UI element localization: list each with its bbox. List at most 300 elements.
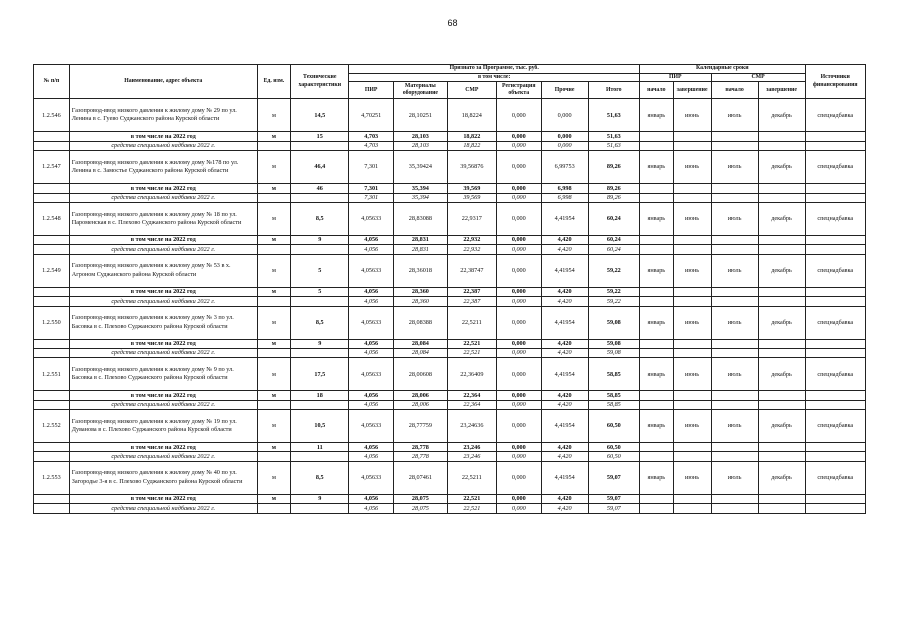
row-total: 89,26: [588, 151, 639, 184]
subtotal-empty: [805, 494, 866, 503]
spec-blank: [34, 193, 70, 202]
row-tech: 8,5: [291, 461, 349, 494]
spec-empty: [257, 245, 291, 254]
subtotal-reg: 0,000: [496, 494, 541, 503]
row-unit: м: [257, 306, 291, 339]
row-smr-start: июль: [711, 358, 758, 391]
spec-empty: [640, 400, 674, 409]
row-name: Газопровод-ввод низкого давления к жилому дому № 19 по ул. Дуванова в с. Плехово Суджанского района Курской области: [69, 410, 257, 443]
row-smr-start: июль: [711, 151, 758, 184]
subtotal-label: в том числе на 2022 год: [69, 443, 257, 452]
subtotal-reg: 0,000: [496, 287, 541, 296]
table-row: [34, 306, 866, 339]
row-no: 1.2.550: [34, 306, 70, 339]
subtotal-empty: [673, 494, 711, 503]
row-tech: 5: [291, 254, 349, 287]
spec-empty: [805, 297, 866, 306]
spec-total: 89,26: [588, 193, 639, 202]
spec-label: средства специальной надбавки 2022 г.: [69, 504, 257, 513]
subtotal-other: 0,000: [541, 132, 588, 141]
subtotal-unit: м: [257, 132, 291, 141]
spec-other: 0,000: [541, 141, 588, 150]
subtotal-blank: [34, 184, 70, 193]
special-funds-row: [34, 245, 866, 254]
row-pir-start: январь: [640, 461, 674, 494]
row-materials: 28,36018: [394, 254, 448, 287]
spec-empty: [711, 245, 758, 254]
row-smr: 39,56876: [447, 151, 496, 184]
row-smr-start: июль: [711, 99, 758, 132]
header-incl: в том числе:: [349, 74, 640, 82]
row-smr-end: декабрь: [758, 151, 805, 184]
subtotal-empty: [711, 443, 758, 452]
subtotal-empty: [711, 287, 758, 296]
row-materials: 28,77759: [394, 410, 448, 443]
header-source: Источники финансирования: [805, 65, 866, 99]
subtotal-reg: 0,000: [496, 132, 541, 141]
spec-empty: [805, 193, 866, 202]
subtotal-pir: 4,056: [349, 235, 394, 244]
subtotal-smr: 22,521: [447, 494, 496, 503]
spec-total: 59,08: [588, 348, 639, 357]
row-source: спецнадбавка: [805, 202, 866, 235]
subtotal-blank: [34, 443, 70, 452]
table-header: [34, 65, 866, 99]
header-unit: Ед. изм.: [257, 65, 291, 99]
subtotal-empty: [758, 235, 805, 244]
subtotal-tech: 46: [291, 184, 349, 193]
spec-pir: 4,056: [349, 400, 394, 409]
spec-blank: [34, 400, 70, 409]
subtotal-total: 89,26: [588, 184, 639, 193]
row-total: 60,24: [588, 202, 639, 235]
header-materials: Материалы оборудование: [394, 82, 448, 99]
subtotal-total: 58,85: [588, 391, 639, 400]
spec-total: 51,63: [588, 141, 639, 150]
row-tech: 17,5: [291, 358, 349, 391]
subtotal-mat: 28,103: [394, 132, 448, 141]
header-calendar: Календарные сроки: [640, 65, 805, 74]
spec-label: средства специальной надбавки 2022 г.: [69, 141, 257, 150]
spec-empty: [257, 193, 291, 202]
subtotal-total: 59,08: [588, 339, 639, 348]
row-smr-start: июль: [711, 202, 758, 235]
row-other: 6,99753: [541, 151, 588, 184]
subtotal-row: [34, 443, 866, 452]
subtotal-row: [34, 391, 866, 400]
subtotal-smr: 18,822: [447, 132, 496, 141]
spec-empty: [711, 400, 758, 409]
row-other: 0,000: [541, 99, 588, 132]
spec-empty: [805, 452, 866, 461]
header-tech: Технические характеристики: [291, 65, 349, 99]
row-source: спецнадбавка: [805, 306, 866, 339]
row-smr: 22,38747: [447, 254, 496, 287]
subtotal-label: в том числе на 2022 год: [69, 287, 257, 296]
spec-blank: [34, 452, 70, 461]
subtotal-tech: 18: [291, 391, 349, 400]
subtotal-empty: [640, 339, 674, 348]
row-name: Газопровод-ввод низкого давления к жилому дому № 9 по ул. Басовка в с. Плехово Суджанского района Курской области: [69, 358, 257, 391]
row-reg: 0,000: [496, 99, 541, 132]
spec-empty: [805, 245, 866, 254]
subtotal-empty: [640, 494, 674, 503]
spec-pir: 4,056: [349, 348, 394, 357]
row-unit: м: [257, 461, 291, 494]
spec-smr: 22,521: [447, 504, 496, 513]
subtotal-empty: [640, 443, 674, 452]
spec-blank: [34, 348, 70, 357]
row-name: Газопровод-ввод низкого давления к жилому дому №178 по ул. Ленина в с. Замостье Суджанского района Курской области: [69, 151, 257, 184]
row-pir-start: январь: [640, 151, 674, 184]
subtotal-label: в том числе на 2022 год: [69, 132, 257, 141]
subtotal-empty: [673, 339, 711, 348]
subtotal-mat: 28,831: [394, 235, 448, 244]
subtotal-empty: [758, 391, 805, 400]
spec-empty: [805, 400, 866, 409]
subtotal-blank: [34, 287, 70, 296]
subtotal-empty: [640, 391, 674, 400]
subtotal-pir: 4,703: [349, 132, 394, 141]
subtotal-pir: 4,056: [349, 443, 394, 452]
subtotal-empty: [758, 443, 805, 452]
row-source: спецнадбавка: [805, 151, 866, 184]
spec-pir: 4,056: [349, 245, 394, 254]
row-name: Газопровод-ввод низкого давления к жилому дому № 40 по ул. Загородье 3-я в с. Плехово Суджанского района Курской области: [69, 461, 257, 494]
subtotal-blank: [34, 132, 70, 141]
spec-pir: 4,056: [349, 297, 394, 306]
spec-empty: [711, 348, 758, 357]
spec-empty: [673, 400, 711, 409]
spec-empty: [805, 504, 866, 513]
subtotal-blank: [34, 235, 70, 244]
subtotal-empty: [673, 235, 711, 244]
row-tech: 8,5: [291, 202, 349, 235]
subtotal-empty: [711, 132, 758, 141]
row-smr: 22,36409: [447, 358, 496, 391]
row-smr-end: декабрь: [758, 254, 805, 287]
spec-label: средства специальной надбавки 2022 г.: [69, 193, 257, 202]
spec-smr: 22,364: [447, 400, 496, 409]
spec-total: 59,22: [588, 297, 639, 306]
row-no: 1.2.552: [34, 410, 70, 443]
spec-other: 4,420: [541, 297, 588, 306]
spec-reg: 0,000: [496, 504, 541, 513]
row-pir: 7,301: [349, 151, 394, 184]
subtotal-tech: 11: [291, 443, 349, 452]
row-materials: 28,10251: [394, 99, 448, 132]
row-pir: 4,05633: [349, 410, 394, 443]
row-total: 58,85: [588, 358, 639, 391]
row-pir-end: июнь: [673, 306, 711, 339]
subtotal-blank: [34, 339, 70, 348]
spec-empty: [640, 245, 674, 254]
spec-empty: [711, 452, 758, 461]
spec-other: 6,998: [541, 193, 588, 202]
row-pir: 4,05633: [349, 358, 394, 391]
header-end: завершение: [673, 82, 711, 99]
subtotal-empty: [758, 184, 805, 193]
row-unit: м: [257, 202, 291, 235]
special-funds-row: [34, 400, 866, 409]
row-reg: 0,000: [496, 358, 541, 391]
subtotal-empty: [673, 132, 711, 141]
header-other: Прочие: [541, 82, 588, 99]
subtotal-unit: м: [257, 339, 291, 348]
row-smr: 23,24636: [447, 410, 496, 443]
subtotal-unit: м: [257, 391, 291, 400]
row-unit: м: [257, 358, 291, 391]
row-source: спецнадбавка: [805, 410, 866, 443]
row-smr-start: июль: [711, 461, 758, 494]
row-unit: м: [257, 410, 291, 443]
row-pir-end: июнь: [673, 461, 711, 494]
subtotal-tech: 9: [291, 235, 349, 244]
subtotal-empty: [640, 132, 674, 141]
spec-empty: [291, 297, 349, 306]
subtotal-other: 6,998: [541, 184, 588, 193]
spec-label: средства специальной надбавки 2022 г.: [69, 297, 257, 306]
row-smr: 22,5211: [447, 306, 496, 339]
subtotal-tech: 5: [291, 287, 349, 296]
page-number: 68: [447, 18, 458, 28]
row-source: спецнадбавка: [805, 461, 866, 494]
row-materials: 35,39424: [394, 151, 448, 184]
subtotal-empty: [711, 391, 758, 400]
subtotal-tech: 9: [291, 339, 349, 348]
subtotal-empty: [758, 339, 805, 348]
spec-empty: [257, 452, 291, 461]
subtotal-label: в том числе на 2022 год: [69, 339, 257, 348]
spec-empty: [711, 193, 758, 202]
row-total: 59,07: [588, 461, 639, 494]
spec-reg: 0,000: [496, 452, 541, 461]
spec-empty: [711, 504, 758, 513]
row-no: 1.2.546: [34, 99, 70, 132]
spec-label: средства специальной надбавки 2022 г.: [69, 348, 257, 357]
subtotal-empty: [805, 443, 866, 452]
subtotal-row: [34, 339, 866, 348]
row-name: Газопровод-ввод низкого давления к жилому дому № 18 по ул. Пароменская в с. Плехово Суджанского района Курской области: [69, 202, 257, 235]
row-source: спецнадбавка: [805, 358, 866, 391]
table-row: [34, 358, 866, 391]
subtotal-unit: м: [257, 287, 291, 296]
spec-empty: [758, 245, 805, 254]
subtotal-empty: [711, 494, 758, 503]
row-smr-end: декабрь: [758, 461, 805, 494]
subtotal-blank: [34, 391, 70, 400]
spec-empty: [673, 297, 711, 306]
subtotal-empty: [805, 235, 866, 244]
row-reg: 0,000: [496, 202, 541, 235]
spec-other: 4,420: [541, 452, 588, 461]
subtotal-mat: 28,075: [394, 494, 448, 503]
spec-empty: [291, 348, 349, 357]
subtotal-row: [34, 287, 866, 296]
spec-smr: 23,246: [447, 452, 496, 461]
header-budget-group: Признато за Программе, тыс. руб.: [349, 65, 640, 74]
spec-reg: 0,000: [496, 297, 541, 306]
spec-mat: 28,084: [394, 348, 448, 357]
subtotal-empty: [805, 339, 866, 348]
spec-empty: [257, 141, 291, 150]
subtotal-smr: 39,569: [447, 184, 496, 193]
row-pir-end: июнь: [673, 410, 711, 443]
row-unit: м: [257, 151, 291, 184]
table-body: [34, 99, 866, 513]
spec-empty: [711, 297, 758, 306]
spec-reg: 0,000: [496, 193, 541, 202]
row-pir-end: июнь: [673, 151, 711, 184]
spec-empty: [758, 193, 805, 202]
row-tech: 10,5: [291, 410, 349, 443]
subtotal-other: 4,420: [541, 339, 588, 348]
spec-other: 4,420: [541, 400, 588, 409]
spec-mat: 28,006: [394, 400, 448, 409]
row-no: 1.2.548: [34, 202, 70, 235]
subtotal-other: 4,420: [541, 235, 588, 244]
spec-blank: [34, 297, 70, 306]
row-tech: 14,5: [291, 99, 349, 132]
spec-empty: [291, 245, 349, 254]
row-smr-end: декабрь: [758, 99, 805, 132]
spec-empty: [640, 193, 674, 202]
subtotal-empty: [640, 184, 674, 193]
subtotal-mat: 28,778: [394, 443, 448, 452]
subtotal-label: в том числе на 2022 год: [69, 391, 257, 400]
header-cal-pir: ПИР: [640, 74, 712, 82]
spec-empty: [257, 297, 291, 306]
header-total: Итого: [588, 82, 639, 99]
spec-empty: [673, 245, 711, 254]
subtotal-mat: 28,084: [394, 339, 448, 348]
spec-empty: [257, 400, 291, 409]
subtotal-empty: [673, 287, 711, 296]
subtotal-unit: м: [257, 494, 291, 503]
subtotal-blank: [34, 494, 70, 503]
row-other: 4,41954: [541, 202, 588, 235]
row-pir: 4,05633: [349, 461, 394, 494]
header-reg: Регистрация объекта: [496, 82, 541, 99]
row-tech: 8,5: [291, 306, 349, 339]
spec-pir: 7,301: [349, 193, 394, 202]
spec-pir: 4,056: [349, 504, 394, 513]
subtotal-mat: 35,394: [394, 184, 448, 193]
spec-reg: 0,000: [496, 245, 541, 254]
row-pir-start: январь: [640, 254, 674, 287]
spec-empty: [257, 348, 291, 357]
row-unit: м: [257, 254, 291, 287]
subtotal-empty: [805, 391, 866, 400]
spec-empty: [640, 141, 674, 150]
spec-smr: 18,822: [447, 141, 496, 150]
spec-smr: 22,387: [447, 297, 496, 306]
row-pir-start: январь: [640, 358, 674, 391]
subtotal-unit: м: [257, 184, 291, 193]
row-tech: 46,4: [291, 151, 349, 184]
spec-empty: [711, 141, 758, 150]
row-pir-start: январь: [640, 306, 674, 339]
subtotal-smr: 22,932: [447, 235, 496, 244]
subtotal-total: 59,07: [588, 494, 639, 503]
table-row: [34, 99, 866, 132]
spec-empty: [291, 193, 349, 202]
spec-other: 4,420: [541, 245, 588, 254]
header-start: начало: [640, 82, 674, 99]
spec-empty: [758, 452, 805, 461]
row-materials: 28,83088: [394, 202, 448, 235]
subtotal-label: в том числе на 2022 год: [69, 235, 257, 244]
spec-empty: [640, 348, 674, 357]
row-reg: 0,000: [496, 461, 541, 494]
row-reg: 0,000: [496, 151, 541, 184]
header-no: № п/п: [34, 65, 70, 99]
row-pir-start: январь: [640, 410, 674, 443]
row-other: 4,41954: [541, 461, 588, 494]
spec-smr: 39,569: [447, 193, 496, 202]
subtotal-other: 4,420: [541, 391, 588, 400]
spec-pir: 4,703: [349, 141, 394, 150]
row-other: 4,41954: [541, 306, 588, 339]
spec-empty: [673, 348, 711, 357]
subtotal-reg: 0,000: [496, 391, 541, 400]
subtotal-empty: [805, 287, 866, 296]
subtotal-other: 4,420: [541, 287, 588, 296]
special-funds-row: [34, 452, 866, 461]
row-smr-start: июль: [711, 306, 758, 339]
table-row: [34, 461, 866, 494]
row-total: 51,63: [588, 99, 639, 132]
subtotal-reg: 0,000: [496, 184, 541, 193]
spec-empty: [291, 504, 349, 513]
special-funds-row: [34, 348, 866, 357]
subtotal-tech: 15: [291, 132, 349, 141]
spec-reg: 0,000: [496, 400, 541, 409]
subtotal-empty: [711, 184, 758, 193]
subtotal-empty: [640, 235, 674, 244]
spec-empty: [758, 348, 805, 357]
spec-reg: 0,000: [496, 348, 541, 357]
spec-empty: [805, 348, 866, 357]
spec-mat: 28,831: [394, 245, 448, 254]
subtotal-reg: 0,000: [496, 443, 541, 452]
subtotal-row: [34, 494, 866, 503]
row-pir-end: июнь: [673, 358, 711, 391]
header-cal-smr: СМР: [711, 74, 805, 82]
spec-empty: [673, 141, 711, 150]
row-pir-end: июнь: [673, 202, 711, 235]
subtotal-empty: [758, 494, 805, 503]
special-funds-row: [34, 297, 866, 306]
spec-smr: 22,932: [447, 245, 496, 254]
row-smr-end: декабрь: [758, 410, 805, 443]
subtotal-row: [34, 235, 866, 244]
subtotal-total: 60,24: [588, 235, 639, 244]
row-other: 4,41954: [541, 254, 588, 287]
subtotal-smr: 22,521: [447, 339, 496, 348]
spec-empty: [673, 504, 711, 513]
header-name: Наименование, адрес объекта: [69, 65, 257, 99]
subtotal-reg: 0,000: [496, 339, 541, 348]
subtotal-label: в том числе на 2022 год: [69, 494, 257, 503]
spec-blank: [34, 504, 70, 513]
subtotal-pir: 4,056: [349, 391, 394, 400]
row-pir: 4,05633: [349, 202, 394, 235]
spec-empty: [640, 297, 674, 306]
row-reg: 0,000: [496, 254, 541, 287]
subtotal-pir: 4,056: [349, 494, 394, 503]
subtotal-empty: [673, 391, 711, 400]
